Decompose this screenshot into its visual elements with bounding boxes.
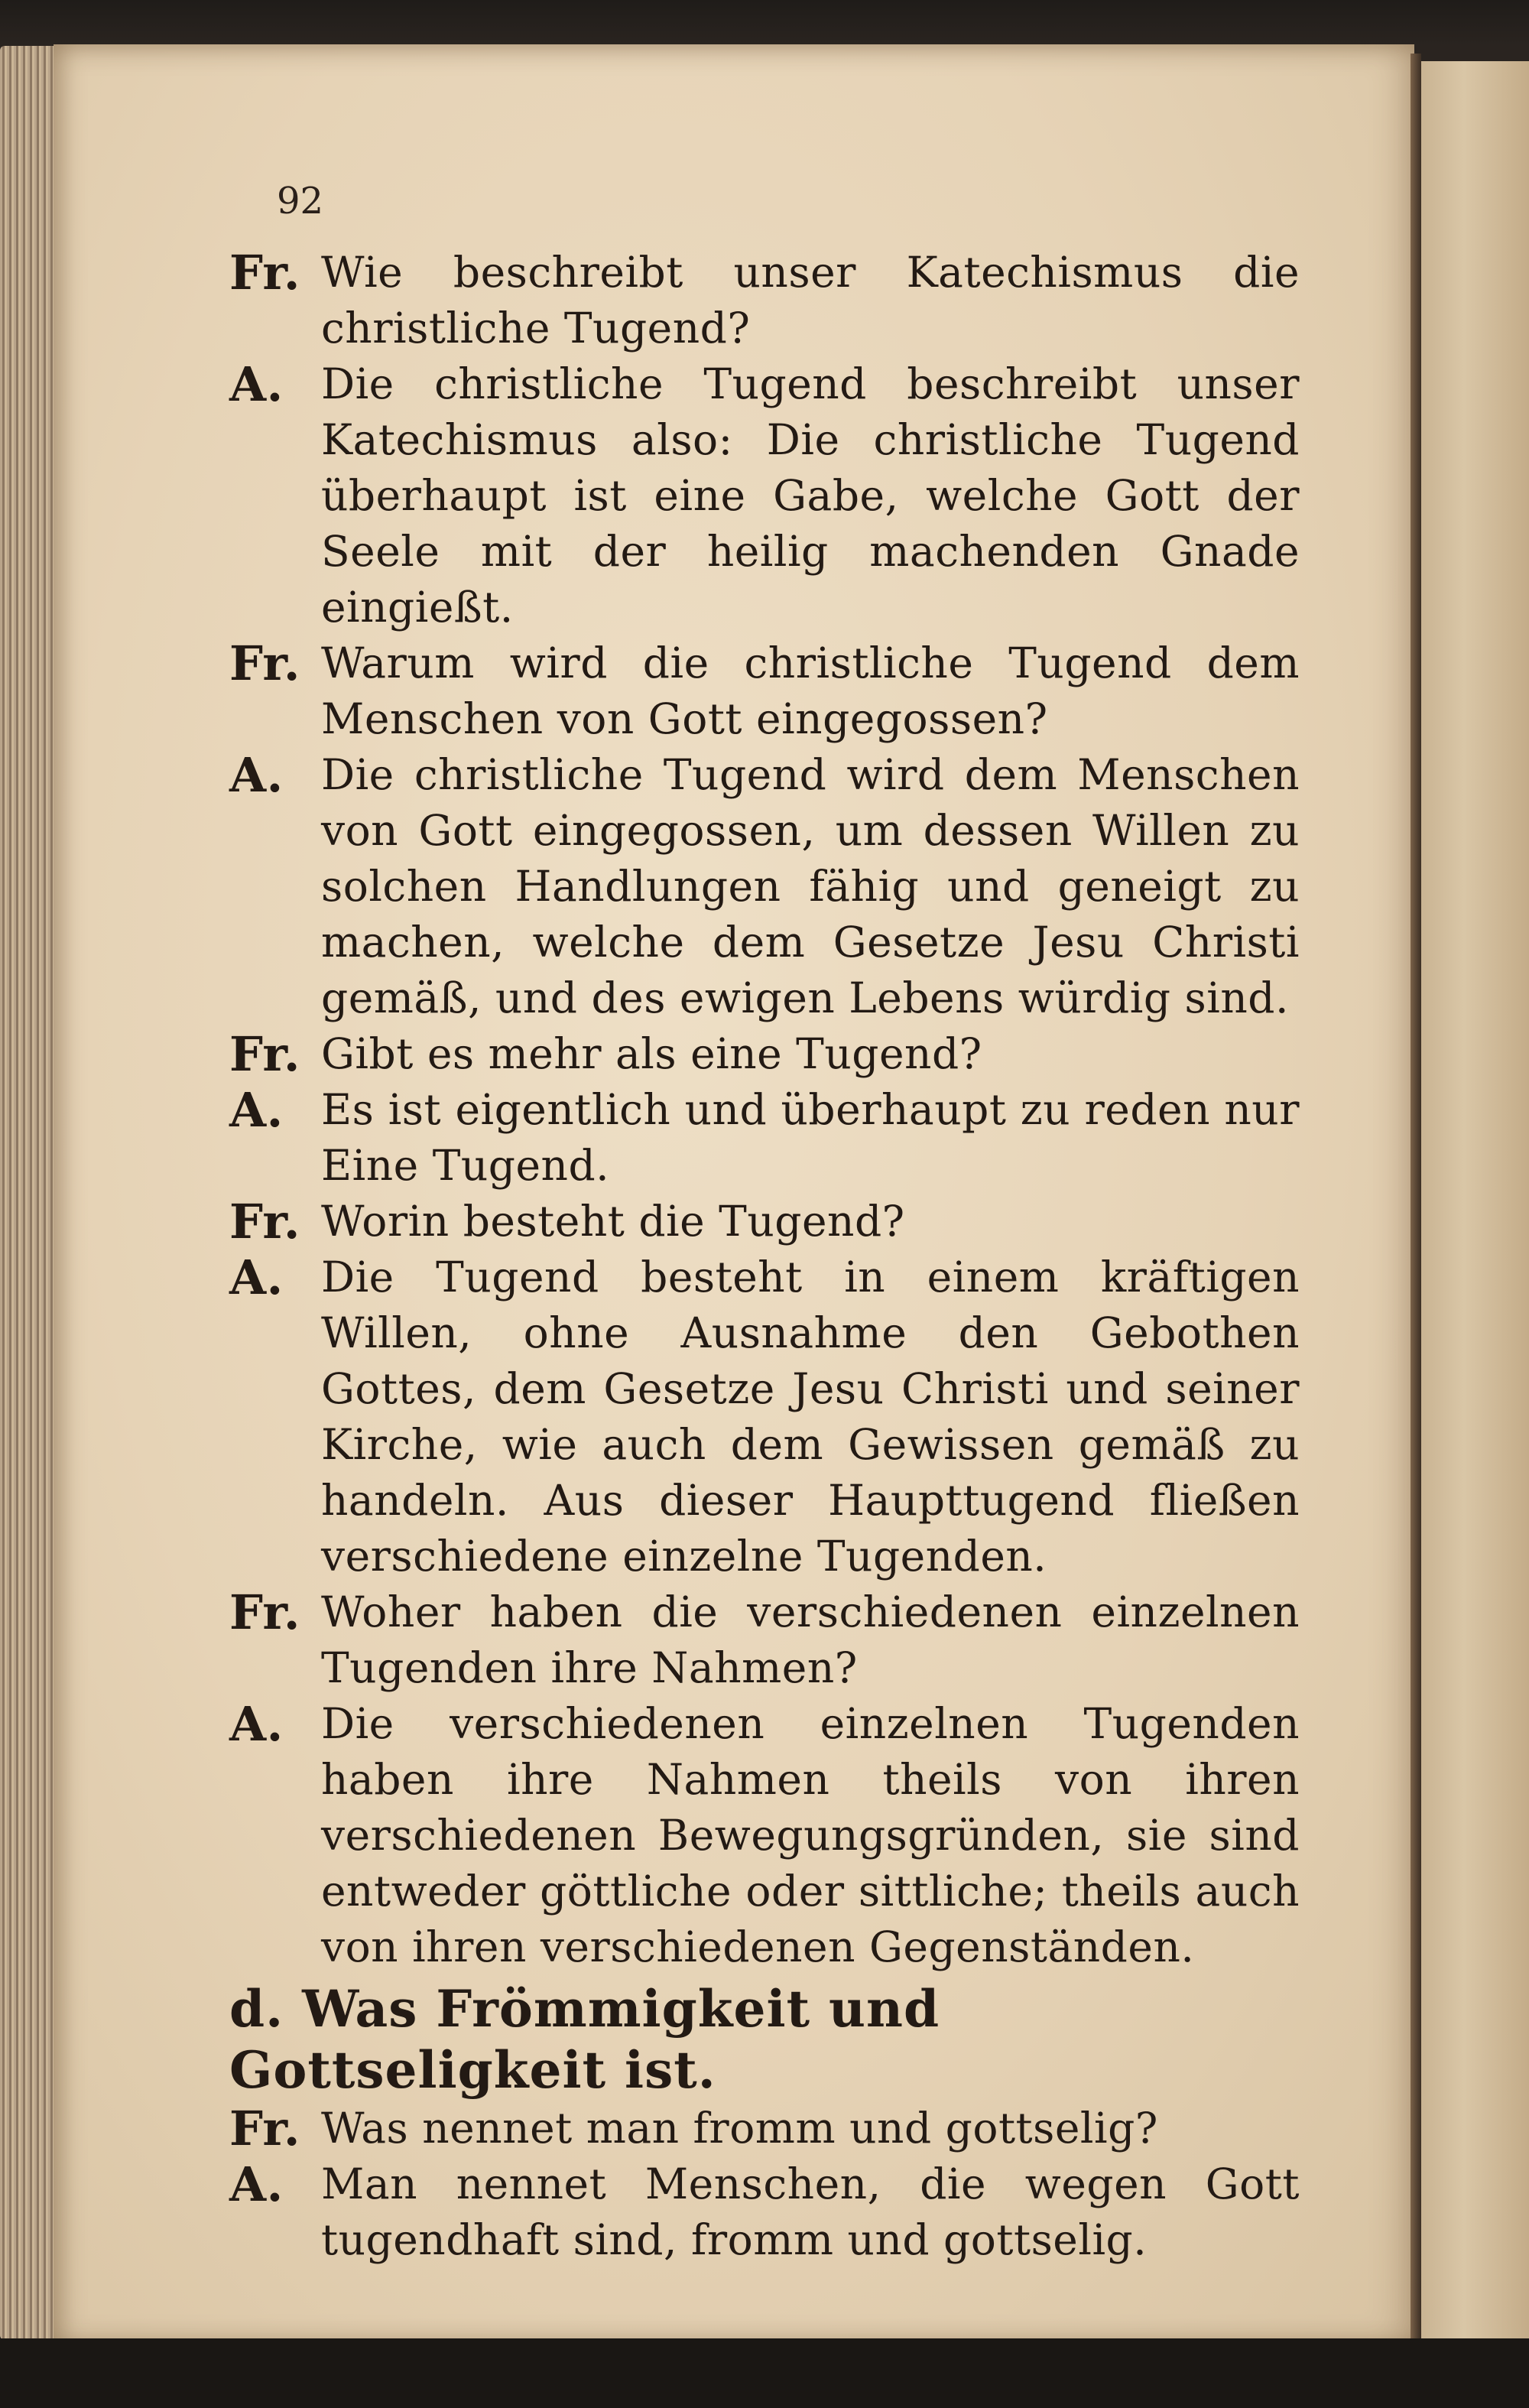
page-gutter — [1411, 54, 1421, 2340]
question-text: Woher haben die verschiedenen einzelnen Tugenden ihre Nahmen? — [321, 1587, 1300, 1692]
question-text: Wie beschreibt unser Katechismus die christliche Tugend? — [321, 248, 1300, 353]
adjacent-page-edge — [1420, 61, 1529, 2348]
answer-marker: A. — [229, 1696, 284, 1752]
question-entry — [229, 635, 1300, 747]
answer-text: Die verschiedenen einzelnen Tugenden haben ihre Nahmen theils von ihren verschiedenen Bewegungsgründen, sie sind entweder göttliche oder sittliche; theils auch von ihren verschiedenen Gegenständen. — [321, 1699, 1300, 1971]
answer-text: Die christliche Tugend wird dem Menschen von Gott eingegossen, um dessen Willen zu solchen Handlungen fähig und geneigt zu machen, welche dem Gesetze Jesu Christi gemäß, und des ewigen Lebens würdig sind. — [321, 750, 1300, 1022]
answer-marker: A. — [229, 356, 284, 412]
page-text — [229, 245, 1300, 2268]
question-entry — [229, 1026, 1300, 1082]
answer-text: Es ist eigentlich und überhaupt zu reden nur Eine Tugend. — [321, 1085, 1300, 1190]
answer-marker: A. — [229, 1082, 284, 1138]
answer-text: Die Tugend besteht in einem kräftigen Willen, ohne Ausnahme den Gebothen Gottes, dem Gesetze Jesu Christi und seiner Kirche, wie auch dem Gewissen gemäß zu handeln. Aus dieser Haupttugend fließen verschiedene einzelne Tugenden. — [321, 1253, 1300, 1581]
answer-marker: A. — [229, 747, 284, 803]
question-entry — [229, 1194, 1300, 1249]
answer-entry — [229, 1082, 1300, 1194]
answer-text: Die christliche Tugend beschreibt unser Katechismus also: Die christliche Tugend überhaupt ist eine Gabe, welche Gott der Seele mit der heilig machenden Gnade eingießt. — [321, 359, 1300, 632]
section-heading: d. Was Frömmigkeit und Gottseligkeit ist. — [229, 1979, 940, 2100]
question-marker: Fr. — [229, 1584, 300, 1640]
question-marker: Fr. — [229, 2101, 300, 2156]
answer-marker: A. — [229, 2156, 284, 2212]
answer-entry — [229, 2156, 1300, 2268]
question-text: Worin besteht die Tugend? — [321, 1197, 905, 1246]
answer-marker: A. — [229, 1249, 284, 1305]
question-entry — [229, 245, 1300, 356]
question-marker: Fr. — [229, 1194, 300, 1249]
answer-entry — [229, 1249, 1300, 1584]
answer-entry — [229, 1696, 1300, 1975]
question-text: Was nennet man fromm und gottselig? — [321, 2104, 1158, 2153]
question-marker: Fr. — [229, 245, 300, 301]
question-entry — [229, 2101, 1300, 2156]
page-edges — [0, 46, 61, 2340]
page-number: 92 — [277, 180, 324, 223]
bottom-shadow — [0, 2338, 1529, 2408]
answer-entry — [229, 356, 1300, 635]
question-text: Gibt es mehr als eine Tugend? — [321, 1029, 982, 1078]
answer-entry — [229, 747, 1300, 1026]
question-marker: Fr. — [229, 1026, 300, 1082]
question-entry — [229, 1584, 1300, 1696]
answer-text: Man nennet Menschen, die wegen Gott tugendhaft sind, fromm und gottselig. — [321, 2159, 1300, 2264]
question-marker: Fr. — [229, 635, 300, 691]
question-text: Warum wird die christliche Tugend dem Menschen von Gott eingegossen? — [321, 639, 1300, 743]
